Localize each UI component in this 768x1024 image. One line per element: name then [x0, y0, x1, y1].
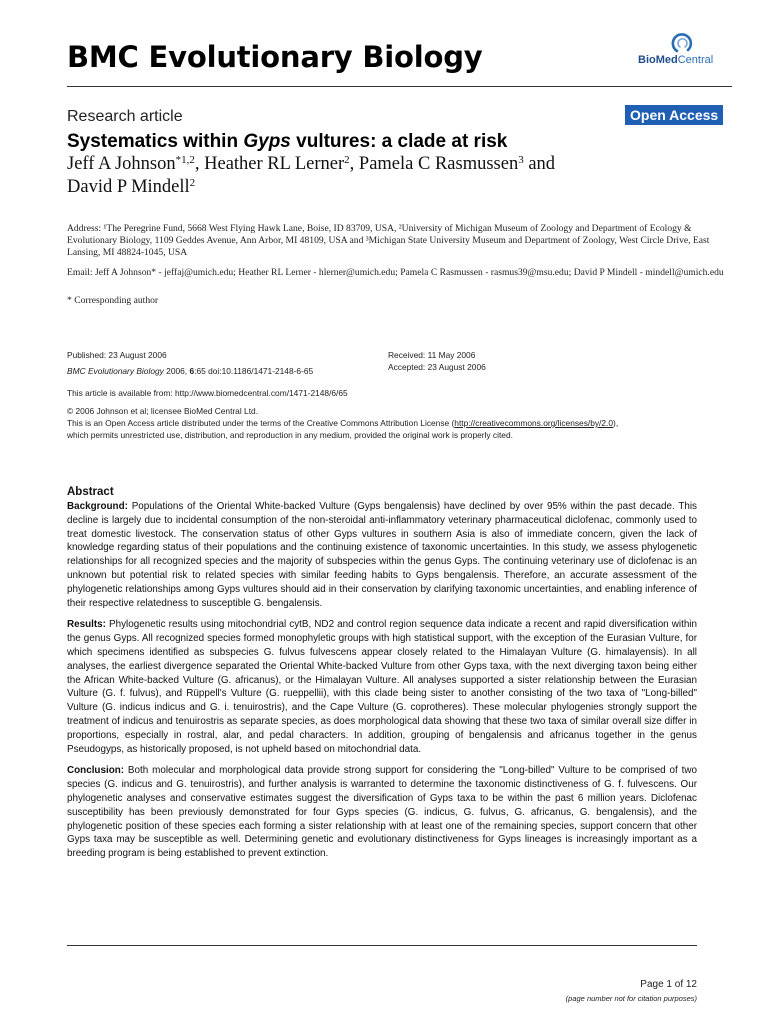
abstract-conclusion: Conclusion: Both molecular and morphological data provide strong support for considering the "Long-billed" Vulture to be comprised of two species (G. indicus and G. tenuirostris), and further analysis is warranted to determine the taxonomic distinctiveness of G. f. fulvescens. Our phylogenetic analyses and conservative estimates suggest the diversification of Gyps taxa to be within the past 6 million years. Diclofenac susceptibility has been previously demonstrated for four Gyps species (G. indicus, G. fulvus, G. africanus, G. bengalensis), and the phylogenetic position of these species each forming a sister relationship with at least one of the remaining species, support concern that other Gyps taxa may be susceptible as well. Determining genetic and evolutionary distinctiveness for Gyps lineages is increasingly important as a breeding program is being established to prevent extinction. — [67, 765, 697, 860]
citation: BMC Evolutionary Biology 2006, 6:65 doi:10.1186/1471-2148-6-65 — [67, 366, 314, 376]
abstract-section — [67, 486, 697, 869]
abstract-background: Background: Populations of the Oriental White-backed Vulture (Gyps bengalensis) have declined by over 95% within the past decade. This decline is largely due to incidental consumption of the non-steroidal anti-inflammatory veterinary pharmaceutical diclofenac, commonly used to treat domestic livestock. The conservation status of other Gyps vultures in southern Asia is also of immediate concern, given the lack of knowledge regarding status of their populations and the continuing existence of taxonomic uncertainties. In this study, we assess phylogenetic relationships for all recognized species and the majority of subspecies within the genus Gyps. The continuing veterinary use of diclofenac is an unknown but potential risk to related species with similar feeding habits to Gyps bengalensis. Therefore, an accurate assessment of the phylogenetic relationships among Gyps vultures should aid in their conservation by clarifying taxonomic uncertainties, and enabling inference of their respective relatedness to susceptible G. bengalensis. — [67, 501, 697, 609]
accepted-date: Accepted: 23 August 2006 — [388, 362, 486, 372]
journal-title: BMC Evolutionary Biology — [67, 40, 483, 74]
biomed-central-logo-icon — [671, 32, 693, 54]
footer-divider — [67, 945, 697, 946]
published-date: Published: 23 August 2006 — [67, 350, 167, 360]
article-type: Research article — [67, 108, 183, 125]
open-access-badge: Open Access — [625, 105, 723, 125]
author-list: Jeff A Johnson$^{*1,2}$, Heather RL Lerner$^2$, Pamela C Rasmussen$^3$ and David P Mindell$^2$ — [67, 154, 556, 197]
biomed-central-wordmark: BioMedCentral — [638, 54, 714, 66]
article-url[interactable]: This article is available from: http://www.biomedcentral.com/1471-2148/6/65 — [67, 388, 348, 398]
abstract-heading: Abstract — [67, 486, 114, 498]
license-line-2: which permits unrestricted use, distribution, and reproduction in any medium, provided the original work is properly cited. — [67, 430, 513, 440]
author-addresses: Address: ¹The Peregrine Fund, 5668 West Flying Hawk Lane, Boise, ID 83709, USA, ²University of Michigan Museum of Zoology and Department of Ecology & Evolutionary Biology, 1109 Geddes Avenue, Ann Arbor, MI 48109, USA and ³Michigan State University Museum and Department of Zoology, West Circle Drive, East Lansing, MI 48824-1045, USA — [67, 223, 710, 258]
received-date: Received: 11 May 2006 — [388, 350, 476, 360]
header-divider — [67, 86, 732, 87]
page-number: Page 1 of 12 — [640, 979, 697, 990]
author-emails[interactable]: Email: Jeff A Johnson* - jeffaj@umich.edu; Heather RL Lerner - hlerner@umich.edu; Pamela C Rasmussen - rasmus39@msu.edu; David P Mindell - mindell@umich.edu — [67, 267, 724, 278]
biomed-central-logo — [638, 32, 730, 70]
abstract-results: Results: Phylogenetic results using mitochondrial cytB, ND2 and control region sequence data indicate a recent and rapid diversification within the genus Gyps. All recognized species formed monophyletic groups with high statistical support, with the exception of the Eurasian Vulture, for which specimens identified as subspecies G. fulvus fulvescens appear closely related to the Himalayan Vulture (G. himalayensis). In all analyses, the earliest divergence separated the Oriental White-backed Vulture from other Gyps taxa, with the next diverging taxon being either the African White-backed Vulture (G. africanus), or the Himalayan Vulture. All analyses supported a sister relationship between the Eurasian Vulture (G. f. fulvus), and Rüppell's Vulture (G. rueppellii), with this clade being sister to another consisting of the two taxa of "Long-billed" Vulture (G. indicus indicus and G. i. tenuirostris), and the Cape Vulture (G. coprotheres). These molecular phylogenies strongly support the treatment of indicus and tenuirostris as separate species, as does morphological data showing that these two taxa of similar overall size differ in proportions, especially in rostral, alar, and pedal characters. In addition, grouping of bengalensis and africanus together in the genus Pseudogyps, as historically proposed, is not upheld based on mitochondrial data. — [67, 619, 697, 755]
corresponding-author-note: * Corresponding author — [67, 295, 159, 306]
page-number-note: (page number not for citation purposes) — [565, 994, 697, 1003]
license-link[interactable]: http://creativecommons.org/licenses/by/2.0 — [454, 418, 614, 428]
copyright-notice: © 2006 Johnson et al; licensee BioMed Central Ltd. — [67, 406, 259, 416]
license-line-1: This is an Open Access article distributed under the terms of the Creative Commons Attribution License (http://creativecommons.org/licenses/by/2.0), — [67, 418, 619, 428]
article-title: Systematics within Gyps vultures: a clade at risk — [67, 131, 508, 152]
